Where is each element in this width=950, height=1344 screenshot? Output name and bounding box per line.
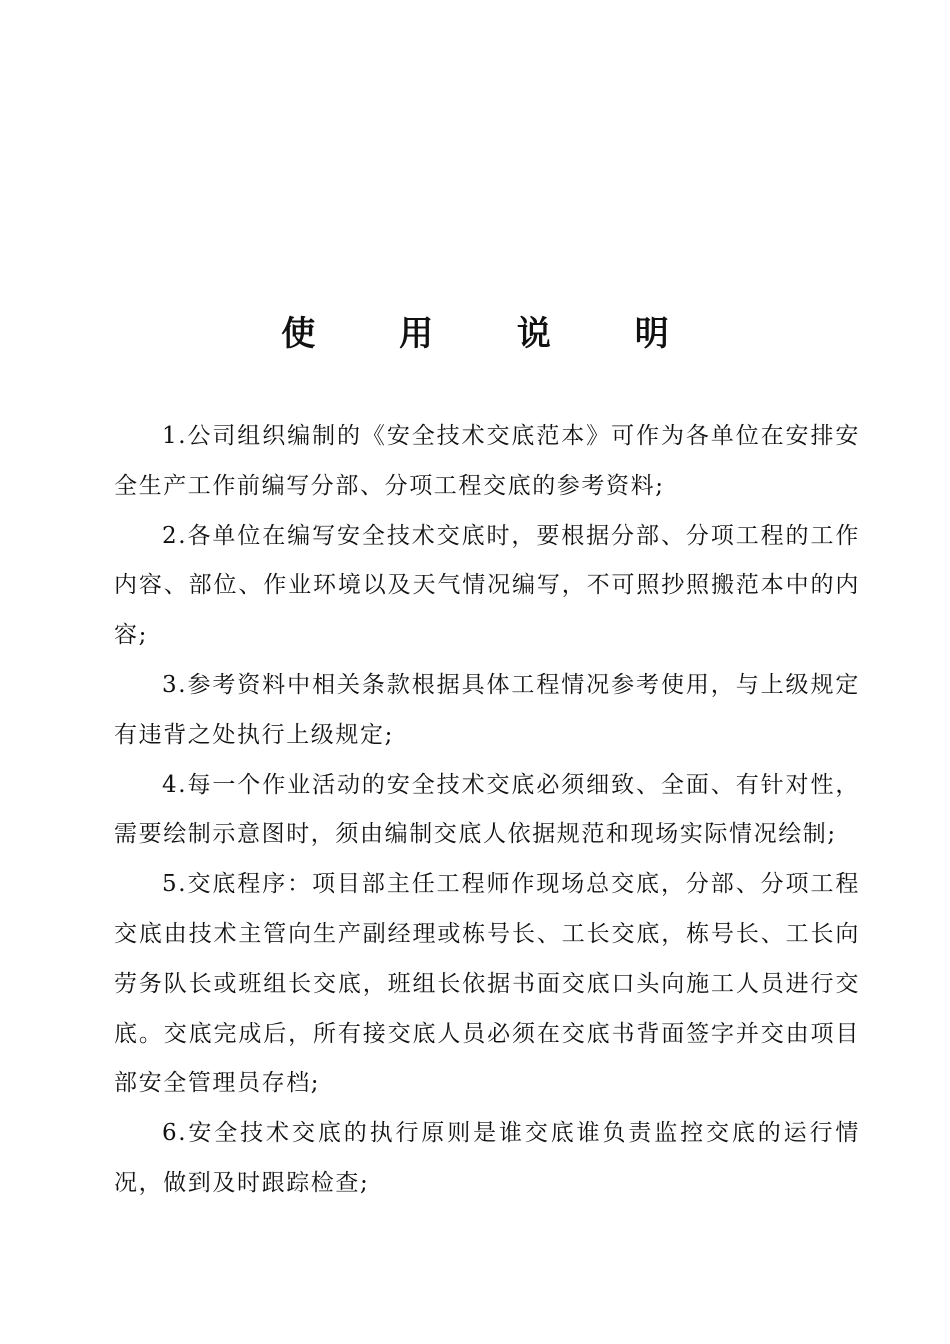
instruction-item-2: 2.各单位在编写安全技术交底时，要根据分部、分项工程的工作内容、部位、作业环境以及天气情况编写，不可照抄照搬范本中的内容; <box>114 522 860 649</box>
instruction-item-6: 6.安全技术交底的执行原则是谁交底谁负责监控交底的运行情况，做到及时跟踪检查; <box>114 1120 860 1196</box>
instruction-item-4: 4.每一个作业活动的安全技术交底必须细致、全面、有针对性，需要绘制示意图时，须由编制交底人依据规范和现场实际情况绘制; <box>114 771 860 848</box>
instruction-item-5: 5.交底程序：项目部主任工程师作现场总交底，分部、分项工程交底由技术主管向生产副经理或栋号长、工长交底，栋号长、工长向劳务队长或班组长交底，班组长依据书面交底口头向施工人员进行交底。交底完成后，所有接交底人员必须在交底书背面签字并交由项目部安全管理员存档; <box>114 871 860 1097</box>
page-title: 使 用 说 明 <box>281 314 705 354</box>
instruction-item-1: 1.公司组织编制的《安全技术交底范本》可作为各单位在安排安全生产工作前编写分部、分项工程交底的参考资料; <box>114 423 860 499</box>
instruction-item-3: 3.参考资料中相关条款根据具体工程情况参考使用，与上级规定有违背之处执行上级规定; <box>114 671 860 748</box>
instructions-body <box>114 412 860 1209</box>
